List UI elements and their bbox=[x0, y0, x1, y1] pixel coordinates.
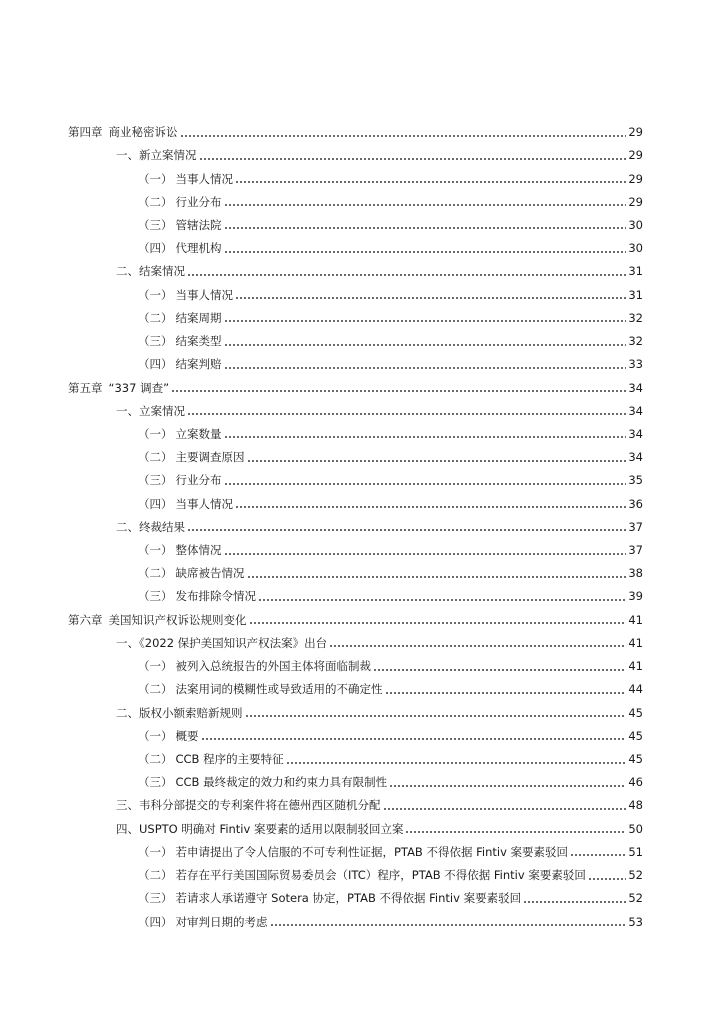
toc-entry-title bbox=[68, 121, 178, 144]
toc-entry-text: 新立案情况 bbox=[139, 148, 197, 163]
toc-entry-title bbox=[138, 887, 521, 910]
toc-entry-text: 代理机构 bbox=[175, 241, 222, 256]
toc-entry[interactable] bbox=[68, 353, 643, 376]
toc-entry[interactable] bbox=[68, 818, 643, 841]
toc-entry-title bbox=[138, 446, 245, 469]
toc-entry-number: （二） bbox=[138, 310, 173, 325]
toc-entry[interactable] bbox=[68, 887, 643, 910]
toc-entry-title bbox=[116, 260, 185, 283]
toc-entry-page-number: 38 bbox=[628, 566, 643, 581]
toc-entry-number: （一） bbox=[138, 728, 173, 743]
dot-leader bbox=[588, 878, 627, 880]
toc-entry-page-number: 51 bbox=[628, 844, 643, 859]
toc-entry-text: 若申请提出了令人信服的不可专利性证据，PTAB 不得依据 Fintiv 案要素驳回 bbox=[175, 844, 569, 859]
toc-entry-number: （二） bbox=[138, 566, 173, 581]
toc-entry-number: 第六章 bbox=[68, 612, 103, 627]
toc-entry-text: 当事人情况 bbox=[175, 171, 233, 186]
dot-leader bbox=[235, 297, 626, 299]
toc-entry-title bbox=[138, 911, 268, 934]
dot-leader bbox=[187, 413, 626, 415]
toc-entry-page-number: 37 bbox=[628, 519, 643, 534]
toc-entry-title bbox=[138, 748, 284, 771]
toc-entry-title bbox=[138, 539, 222, 562]
toc-entry-title bbox=[116, 144, 197, 167]
toc-entry-title bbox=[138, 655, 371, 678]
dot-leader bbox=[389, 785, 626, 787]
dot-leader bbox=[224, 227, 627, 229]
toc-entry[interactable] bbox=[68, 678, 643, 701]
toc-entry[interactable] bbox=[68, 609, 643, 632]
toc-entry-text: 立案数量 bbox=[175, 426, 222, 441]
dot-leader bbox=[180, 135, 627, 137]
toc-entry-text: CCB 程序的主要特征 bbox=[175, 752, 284, 767]
toc-entry-number: （一） bbox=[138, 426, 173, 441]
toc-entry-text: 概要 bbox=[175, 728, 199, 743]
dot-leader bbox=[224, 344, 627, 346]
toc-entry-number: （四） bbox=[138, 241, 173, 256]
toc-entry[interactable] bbox=[68, 493, 643, 516]
toc-entry-text: 若请求人承诺遵守 Sotera 协定，PTAB 不得依据 Fintiv 案要素驳回 bbox=[175, 891, 522, 906]
toc-entry-title bbox=[138, 191, 222, 214]
toc-entry-page-number: 31 bbox=[628, 264, 643, 279]
dot-leader bbox=[235, 506, 626, 508]
toc-entry-text: 若存在平行美国国际贸易委员会（ITC）程序，PTAB 不得依据 Fintiv 案要素驳回 bbox=[175, 868, 586, 883]
toc-entry-title bbox=[116, 794, 381, 817]
toc-entry-page-number: 34 bbox=[628, 380, 643, 395]
dot-leader bbox=[201, 738, 627, 740]
toc-entry-page-number: 29 bbox=[628, 171, 643, 186]
toc-entry[interactable] bbox=[68, 260, 643, 283]
toc-entry-title bbox=[138, 864, 586, 887]
toc-entry-page-number: 29 bbox=[628, 148, 643, 163]
toc-entry[interactable] bbox=[68, 237, 643, 260]
toc-entry-page-number: 44 bbox=[628, 682, 643, 697]
toc-entry[interactable] bbox=[68, 307, 643, 330]
toc-entry-page-number: 34 bbox=[628, 426, 643, 441]
dot-leader bbox=[187, 529, 626, 531]
toc-entry-page-number: 36 bbox=[628, 496, 643, 511]
toc-entry-text: 行业分布 bbox=[175, 473, 222, 488]
toc-entry-number: （一） bbox=[138, 543, 173, 558]
toc-entry-text: 法案用词的模糊性或导致适用的不确定性 bbox=[175, 682, 383, 697]
toc-entry-number: （三） bbox=[138, 891, 173, 906]
toc-entry-title bbox=[138, 469, 222, 492]
dot-leader bbox=[171, 390, 626, 392]
toc-entry-number: （二） bbox=[138, 868, 173, 883]
toc-entry-number: （一） bbox=[138, 659, 173, 674]
toc-entry-page-number: 41 bbox=[628, 612, 643, 627]
dot-leader bbox=[286, 762, 627, 764]
toc-entry-page-number: 32 bbox=[628, 310, 643, 325]
dot-leader bbox=[247, 460, 627, 462]
toc-entry-number: 三、 bbox=[116, 798, 139, 813]
toc-entry-title bbox=[138, 214, 222, 237]
toc-entry-page-number: 30 bbox=[628, 241, 643, 256]
toc-entry[interactable] bbox=[68, 214, 643, 237]
dot-leader bbox=[224, 320, 627, 322]
dot-leader bbox=[199, 158, 627, 160]
toc-entry[interactable] bbox=[68, 446, 643, 469]
dot-leader bbox=[235, 181, 626, 183]
toc-entry-text: 整体情况 bbox=[175, 543, 222, 558]
toc-entry[interactable] bbox=[68, 516, 643, 539]
toc-entry-number: （三） bbox=[138, 217, 173, 232]
toc-entry-number: （四） bbox=[138, 357, 173, 372]
dot-leader bbox=[224, 367, 627, 369]
toc-entry[interactable] bbox=[68, 655, 643, 678]
toc-entry-text: 结案情况 bbox=[139, 264, 185, 279]
toc-entry-number: （一） bbox=[138, 171, 173, 186]
toc-entry-page-number: 46 bbox=[628, 775, 643, 790]
dot-leader bbox=[187, 274, 626, 276]
toc-entry-number: 二、 bbox=[116, 264, 139, 279]
toc-entry[interactable] bbox=[68, 376, 643, 399]
toc-entry-text: 美国知识产权诉讼规则变化 bbox=[108, 612, 247, 627]
toc-entry-number: （三） bbox=[138, 589, 173, 604]
dot-leader bbox=[270, 924, 627, 926]
toc-entry-text: 立案情况 bbox=[139, 403, 185, 418]
toc-entry-number: 一、 bbox=[116, 635, 139, 650]
toc-entry-text: 结案判赔 bbox=[175, 357, 222, 372]
toc-entry-number: 二、 bbox=[116, 705, 139, 720]
toc-entry[interactable] bbox=[68, 841, 643, 864]
toc-entry-title bbox=[138, 330, 222, 353]
toc-entry-page-number: 52 bbox=[628, 891, 643, 906]
toc-entry[interactable] bbox=[68, 725, 643, 748]
toc-entry-number: （四） bbox=[138, 914, 173, 929]
toc-entry-text: 被列入总统报告的外国主体将面临制裁 bbox=[175, 659, 371, 674]
toc-entry-page-number: 45 bbox=[628, 705, 643, 720]
toc-entry[interactable] bbox=[68, 284, 643, 307]
toc-entry-title bbox=[138, 678, 383, 701]
toc-entry[interactable] bbox=[68, 748, 643, 771]
toc-entry-text: 《2022 保护美国知识产权法案》出台 bbox=[139, 635, 328, 650]
dot-leader bbox=[329, 645, 626, 647]
dot-leader bbox=[258, 599, 626, 601]
toc-entry-number: 第四章 bbox=[68, 125, 103, 140]
toc-entry[interactable] bbox=[68, 539, 643, 562]
toc-entry-title bbox=[116, 702, 243, 725]
toc-entry-title bbox=[68, 377, 169, 400]
toc-entry-text: 对审判日期的考虑 bbox=[175, 914, 268, 929]
toc-entry-title bbox=[138, 307, 222, 330]
toc-entry-text: 主要调查原因 bbox=[175, 450, 245, 465]
toc-entry-title bbox=[138, 585, 256, 608]
toc-entry-number: （一） bbox=[138, 844, 173, 859]
toc-entry-number: （二） bbox=[138, 682, 173, 697]
toc-entry-title bbox=[138, 725, 199, 748]
toc-entry-title bbox=[138, 562, 245, 585]
toc-entry-title bbox=[138, 284, 233, 307]
toc-entry-title bbox=[138, 771, 387, 794]
toc-entry-title bbox=[116, 516, 185, 539]
toc-entry-page-number: 45 bbox=[628, 752, 643, 767]
toc-entry[interactable] bbox=[68, 469, 643, 492]
toc-entry-title bbox=[68, 609, 247, 632]
toc-entry[interactable] bbox=[68, 910, 643, 933]
toc-entry[interactable] bbox=[68, 330, 643, 353]
dot-leader bbox=[245, 715, 627, 717]
dot-leader bbox=[385, 692, 627, 694]
toc-entry-text: 当事人情况 bbox=[175, 496, 233, 511]
toc-entry-page-number: 50 bbox=[628, 821, 643, 836]
toc-entry[interactable] bbox=[68, 423, 643, 446]
toc-entry-number: （三） bbox=[138, 334, 173, 349]
toc-entry-number: （三） bbox=[138, 775, 173, 790]
toc-entry[interactable] bbox=[68, 167, 643, 190]
dot-leader bbox=[224, 553, 627, 555]
toc-entry-text: 管辖法院 bbox=[175, 217, 222, 232]
toc-entry[interactable] bbox=[68, 562, 643, 585]
toc-entry-text: 结案类型 bbox=[175, 334, 222, 349]
toc-entry[interactable] bbox=[68, 121, 643, 144]
toc-entry-page-number: 29 bbox=[628, 125, 643, 140]
toc-entry-page-number: 29 bbox=[628, 194, 643, 209]
toc-entry-page-number: 53 bbox=[628, 914, 643, 929]
dot-leader bbox=[224, 436, 627, 438]
toc-entry-number: （二） bbox=[138, 194, 173, 209]
toc-entry-page-number: 41 bbox=[628, 635, 643, 650]
toc-entry-title bbox=[116, 818, 403, 841]
toc-entry-page-number: 52 bbox=[628, 868, 643, 883]
toc-entry-number: 一、 bbox=[116, 148, 139, 163]
toc-entry-page-number: 37 bbox=[628, 543, 643, 558]
toc-entry-page-number: 35 bbox=[628, 473, 643, 488]
toc-entry-title bbox=[138, 423, 222, 446]
toc-entry[interactable] bbox=[68, 191, 643, 214]
dot-leader bbox=[383, 808, 627, 810]
toc-entry[interactable] bbox=[68, 794, 643, 817]
toc-entry-title bbox=[138, 353, 222, 376]
dot-leader bbox=[373, 669, 626, 671]
toc-entry-text: 当事人情况 bbox=[175, 287, 233, 302]
toc-entry[interactable] bbox=[68, 400, 643, 423]
toc-entry-text: 商业秘密诉讼 bbox=[108, 125, 178, 140]
toc-entry[interactable] bbox=[68, 864, 643, 887]
dot-leader bbox=[405, 831, 626, 833]
toc-entry-text: 终裁结果 bbox=[139, 519, 185, 534]
toc-entry-number: （二） bbox=[138, 752, 173, 767]
toc-entry-number: （二） bbox=[138, 450, 173, 465]
toc-entry-page-number: 48 bbox=[628, 798, 643, 813]
toc-entry-number: （四） bbox=[138, 496, 173, 511]
toc-entry-page-number: 34 bbox=[628, 403, 643, 418]
toc-entry-text: 版权小额索赔新规则 bbox=[139, 705, 243, 720]
dot-leader bbox=[224, 483, 627, 485]
toc-entry[interactable] bbox=[68, 771, 643, 794]
toc-entry-page-number: 45 bbox=[628, 728, 643, 743]
dot-leader bbox=[570, 854, 626, 856]
table-of-contents bbox=[68, 121, 643, 934]
toc-entry-text: 韦科分部提交的专利案件将在德州西区随机分配 bbox=[139, 798, 381, 813]
toc-entry-title bbox=[116, 400, 185, 423]
toc-entry-title bbox=[138, 237, 222, 260]
dot-leader bbox=[224, 251, 627, 253]
dot-leader bbox=[224, 204, 627, 206]
toc-entry-number: （三） bbox=[138, 473, 173, 488]
toc-entry-number: （一） bbox=[138, 287, 173, 302]
toc-entry-number: 二、 bbox=[116, 519, 139, 534]
toc-entry-page-number: 41 bbox=[628, 659, 643, 674]
toc-entry-page-number: 39 bbox=[628, 589, 643, 604]
toc-entry[interactable] bbox=[68, 701, 643, 724]
toc-entry-text: “337 调查” bbox=[108, 380, 170, 395]
toc-entry-page-number: 32 bbox=[628, 334, 643, 349]
toc-entry[interactable] bbox=[68, 144, 643, 167]
toc-entry-number: 第五章 bbox=[68, 380, 103, 395]
toc-entry-title bbox=[138, 841, 568, 864]
toc-entry-title bbox=[116, 632, 327, 655]
toc-entry[interactable] bbox=[68, 632, 643, 655]
toc-entry-page-number: 31 bbox=[628, 287, 643, 302]
toc-entry-number: 一、 bbox=[116, 403, 139, 418]
toc-entry-text: USPTO 明确对 Fintiv 案要素的适用以限制驳回立案 bbox=[139, 821, 404, 836]
toc-entry[interactable] bbox=[68, 585, 643, 608]
toc-entry-page-number: 33 bbox=[628, 357, 643, 372]
dot-leader bbox=[523, 901, 626, 903]
toc-entry-page-number: 30 bbox=[628, 217, 643, 232]
dot-leader bbox=[249, 622, 627, 624]
toc-entry-text: 发布排除令情况 bbox=[175, 589, 256, 604]
dot-leader bbox=[247, 576, 627, 578]
toc-entry-title bbox=[138, 168, 233, 191]
toc-entry-text: 结案周期 bbox=[175, 310, 222, 325]
toc-entry-text: 行业分布 bbox=[175, 194, 222, 209]
toc-entry-title bbox=[138, 493, 233, 516]
toc-entry-text: 缺席被告情况 bbox=[175, 566, 245, 581]
toc-entry-page-number: 34 bbox=[628, 450, 643, 465]
toc-entry-number: 四、 bbox=[116, 821, 139, 836]
toc-entry-text: CCB 最终裁定的效力和约束力具有限制性 bbox=[175, 775, 388, 790]
